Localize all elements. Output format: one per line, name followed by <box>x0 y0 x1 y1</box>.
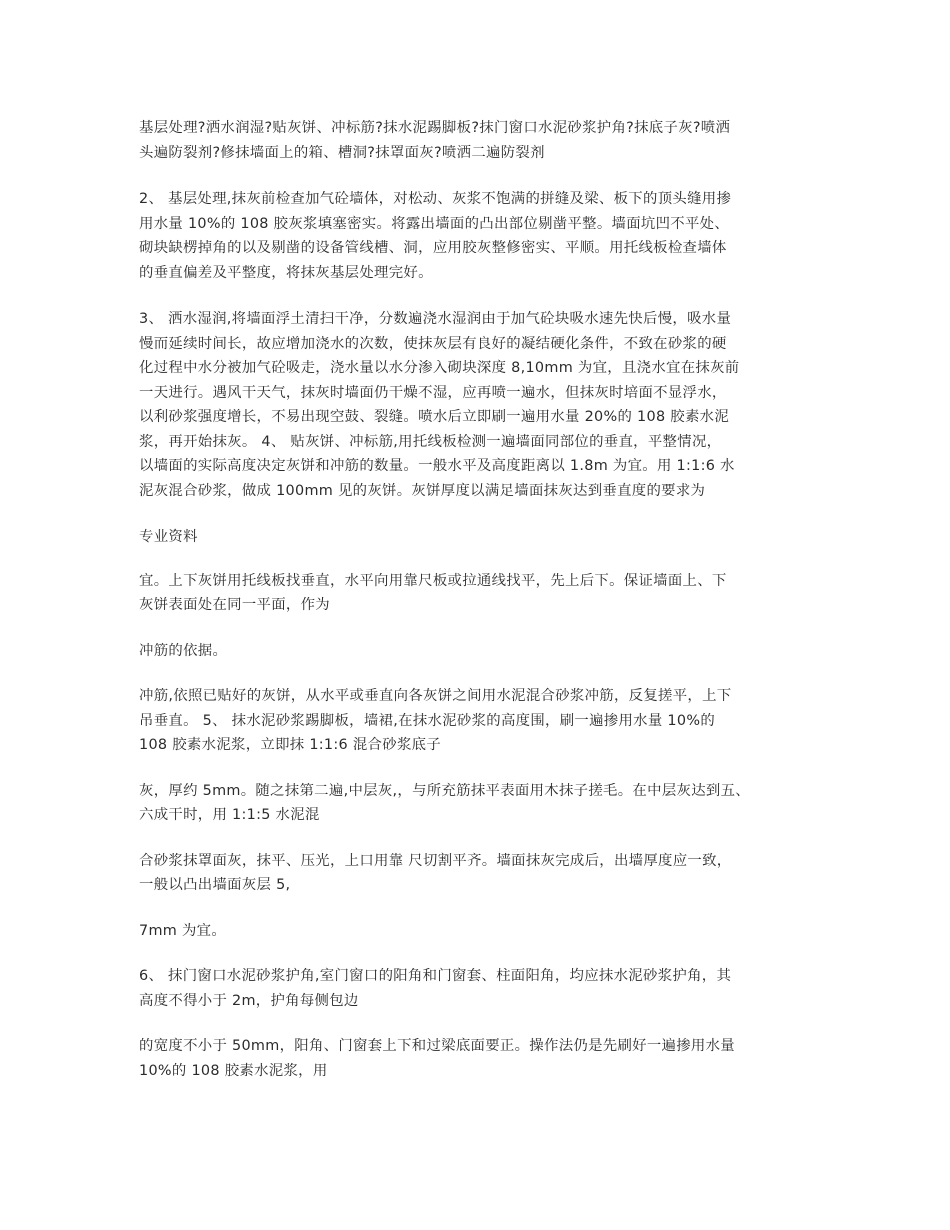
text-line: 浆，再开始抹灰。 4、 贴灰饼、冲标筋,用托线板检测一遍墙面同部位的垂直，平整情况， <box>139 433 722 450</box>
text-line: 头遍防裂剂?修抹墙面上的箱、槽洞?抹罩面灰?喷洒二遍防裂剂 <box>139 144 545 161</box>
text-line: 灰饼表面处在同一平面，作为 <box>139 597 330 613</box>
text-line: 7mm 为宜。 <box>139 922 227 939</box>
text-line: 化过程中水分被加气砼吸走，浇水量以水分渗入砌块深度 8,10mm 为宜，且浇水宜在抹灰前 <box>139 360 740 376</box>
text-line: 以利砂浆强度增长，不易出现空鼓、裂缝。喷水后立即刷一遍用水量 20%的 108 胶素水泥 <box>139 409 730 425</box>
paragraph-continuation-1 <box>139 569 829 618</box>
text-line: 一般以凸出墙面灰层 5, <box>139 877 291 893</box>
text-line: 一天进行。遇风干天气，抹灰时墙面仍干燥不湿，应再喷一遍水，但抹灰时培面不显浮水， <box>139 384 727 401</box>
paragraph-process-sequence <box>139 116 829 165</box>
paragraph-continuation-4 <box>139 849 829 898</box>
text-line: 基层处理?洒水润湿?贴灰饼、冲标筋?抹水泥踢脚板?抹门窗口水泥砂浆护角?抹底子灰?喷洒 <box>139 120 731 136</box>
paragraph-continuation-6 <box>139 1034 829 1083</box>
text-line: 用水量 10%的 108 胶灰浆填塞密实。将露出墙面的凸出部位剔凿平整。墙面坑凹不平处、 <box>139 215 730 232</box>
text-line: 以墙面的实际高度决定灰饼和冲筋的数量。一般水平及高度距离以 1.8m 为宜。用 1:1:6 水 <box>139 458 735 474</box>
text-line: 六成干时，用 1:1:5 水泥混 <box>139 807 320 823</box>
document-body <box>139 116 829 1083</box>
paragraph-continuation-5 <box>139 919 829 944</box>
paragraph-continuation-3 <box>139 779 829 828</box>
text-line: 3、 洒水湿润,将墙面浮土清扫干净，分数遍浇水湿润由于加气砼块吸水速先快后慢，吸水量 <box>139 311 732 327</box>
text-line: 冲筋的依据。 <box>139 642 228 659</box>
paragraph-step-6 <box>139 964 829 1013</box>
text-line: 2、 基层处理,抹灰前检查加气砼墙体，对松动、灰浆不饱满的拼缝及梁、板下的顶头缝用掺 <box>139 191 732 207</box>
text-line: 高度不得小于 2m，护角每侧包边 <box>139 992 359 1009</box>
text-line: 6、 抹门窗口水泥砂浆护角,室门窗口的阳角和门窗套、柱面阳角，均应抹水泥砂浆护角，其 <box>139 968 732 984</box>
text-line: 慢而延续时间长，故应增加浇水的次数，使抹灰层有良好的凝结硬化条件，不致在砂浆的硬 <box>139 335 727 352</box>
text-line: 10%的 108 胶素水泥浆，用 <box>139 1062 328 1079</box>
paragraph-continuation-2 <box>139 639 829 664</box>
text-line: 冲筋,依照已贴好的灰饼，从水平或垂直向各灰饼之间用水泥混合砂浆冲筋，反复搓平，上下 <box>139 688 732 704</box>
text-line: 的垂直偏差及平整度，将抹灰基层处理完好。 <box>139 264 433 281</box>
text-line: 宜。上下灰饼用托线板找垂直，水平向用靠尺板或拉通线找平，先上后下。保证墙面上、下 <box>139 572 727 589</box>
text-line: 泥灰混合砂浆，做成 100mm 见的灰饼。灰饼厚度以满足墙面抹灰达到垂直度的要求为 <box>139 482 706 499</box>
text-line: 的宽度不小于 50mm，阳角、门窗套上下和过梁底面要正。操作法仍是先刷好一遍掺用水量 <box>139 1038 735 1054</box>
text-line: 吊垂直。 5、 抹水泥砂浆踢脚板，墙裙,在抹水泥砂浆的高度围，刷一遍掺用水量 10%的 <box>139 712 716 729</box>
paragraph-step-3-4 <box>139 307 829 503</box>
paragraph-step-2 <box>139 187 829 285</box>
text-line: 合砂浆抹罩面灰，抹平、压光，上口用靠 尺切割平齐。墙面抹灰完成后，出墙厚度应一致， <box>139 852 732 869</box>
text-line: 108 胶素水泥浆，立即抹 1:1:6 混合砂浆底子 <box>139 737 442 753</box>
text-line: 专业资料 <box>139 529 198 545</box>
paragraph-step-5 <box>139 684 829 758</box>
text-line: 砌块缺楞掉角的以及剔凿的设备管线槽、洞，应用胶灰整修密实、平顺。用托线板检查墙体 <box>139 240 727 256</box>
text-line: 灰，厚约 5mm。随之抹第二遍,中层灰,，与所充筋抹平表面用木抹子搓毛。在中层灰达到五、 <box>139 782 750 799</box>
page-footer-label <box>139 525 829 550</box>
